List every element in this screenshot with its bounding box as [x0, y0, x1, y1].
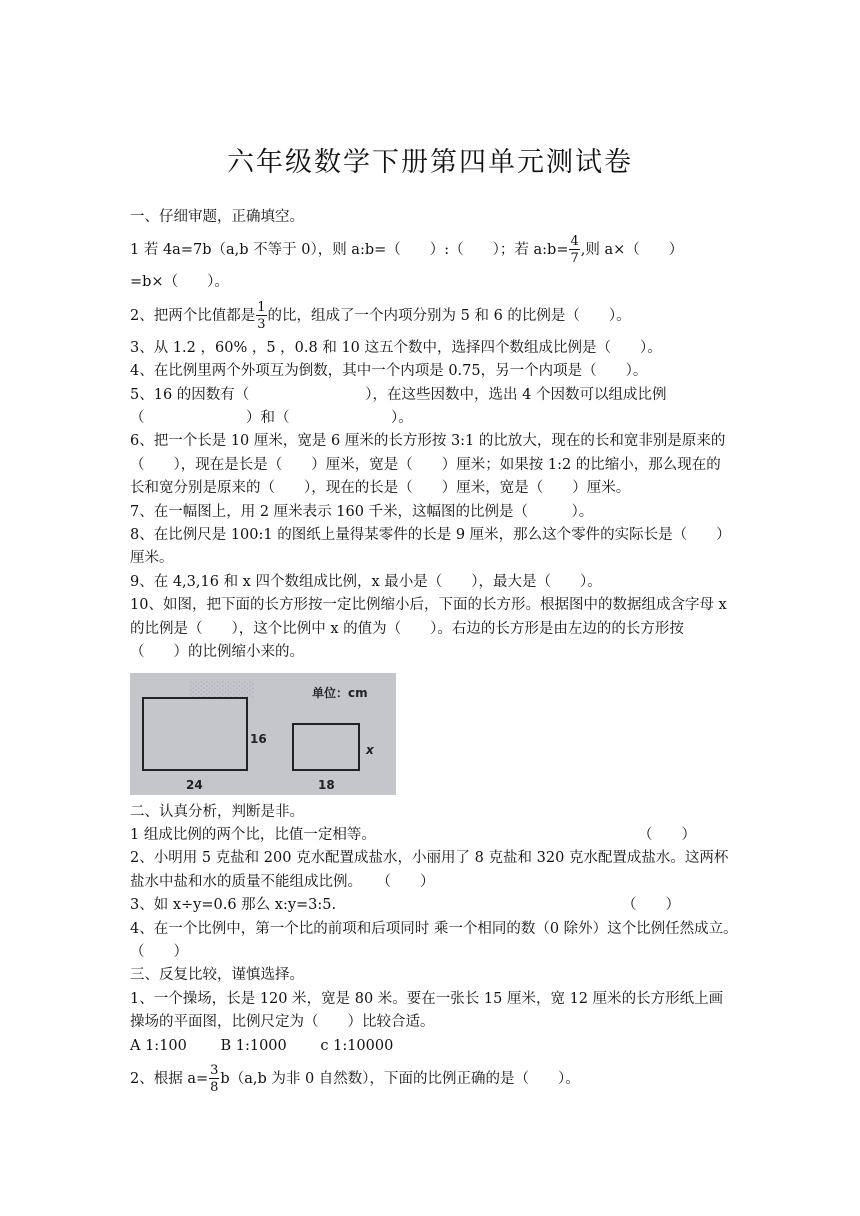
unit-label: 单位：cm [312, 685, 368, 700]
large-rectangle [142, 697, 248, 771]
small-rectangle [292, 723, 360, 771]
question-6: 6、把一个长是 10 厘米，宽是 6 厘米的长方形按 3:1 的比放大，现在的长和宽非别是原来的（ ），现在是长是（ ）厘米，宽是（ ）厘米；如果按 1:2 的比缩小，那么现在的长和宽分别是原来的（ ），现在的长是（ ）厘米，宽是（ ）厘米。 [130, 433, 726, 497]
answer-paren[interactable]: （ ） [622, 897, 680, 914]
question-1: 1 若 4a=7b（a,b 不等于 0），则 a:b=（ ）:（ ）；若 a:b= $\frac{4}{7}$ ,则 a×（ ） [130, 234, 684, 267]
question-4: 4、在比例里两个外项互为倒数，其中一个内项是 0.75，另一个内项是（ ）。 [130, 363, 648, 380]
rectangle-figure: ░░░░░░ 单位：cm 16 24 x 18 [130, 673, 396, 795]
judge-item: 1 组成比例的两个比，比值一定相等。 （ ） [130, 824, 732, 847]
fraction-3-8: $\frac{3}{8}$ [210, 1062, 219, 1095]
small-width-label: 18 [318, 777, 335, 792]
question-1-line-2: =b×（ ）。 [130, 274, 229, 291]
small-height-label: x [366, 742, 374, 757]
question-7: 7、在一幅图上，用 2 厘米表示 160 千米，这幅图的比例是（ ）。 [130, 503, 594, 520]
choice-question-1: 1、一个操场，长是 120 米，宽是 80 米。要在一张长 15 厘米，宽 12 厘米的长方形纸上画操场的平面图，比例尺定为（ ）比较合适。 [130, 990, 724, 1031]
judge-item: 2、小明用 5 克盐和 200 克水配置成盐水，小丽用了 8 克盐和 320 克水配置成盐水。这两杯盐水中盐和水的质量不能组成比例。 （ ） [130, 850, 729, 890]
question-3: 3、从 1.2 ，60% ，5 ，0.8 和 10 这五个数中，选择四个数组成比例是（ ）。 [130, 339, 662, 356]
answer-paren[interactable]: （ ） [638, 826, 696, 843]
question-2: 2、把两个比值都是 $\frac{1}{3}$ 的比，组成了一个内项分别为 5 和 6 的比例是（ ）。 [130, 299, 631, 332]
fraction-4-7: $\frac{4}{7}$ [570, 234, 579, 267]
large-height-label: 16 [250, 731, 267, 746]
page-title: 六年级数学下册第四单元测试卷 [227, 147, 633, 178]
section-heading-choice: 三、反复比较，谨慎选择。 [130, 967, 304, 984]
judge-item: 3、如 x÷y=0.6 那么 x:y=3:5. （ ） [130, 894, 732, 917]
fraction-1-3: $\frac{1}{3}$ [257, 299, 266, 332]
answer-paren[interactable]: （ ） [383, 873, 435, 890]
worksheet-content [130, 206, 732, 1094]
question-5: 5、16 的因数有（ ），在这些因数中，选出 4 个因数可以组成比例（ ）和（ ）。 [130, 386, 667, 427]
section-heading-fill-blank: 一、仔细审题，正确填空。 [130, 209, 304, 225]
answer-paren[interactable]: （ ） [130, 943, 188, 960]
question-8: 8、在比例尺是 100:1 的图纸上量得某零件的长是 9 厘米，那么这个零件的实际长是（ ）厘米。 [130, 527, 731, 567]
section-heading-judge: 二、认真分析，判断是非。 [130, 803, 304, 820]
choice-question-2: 2、根据 a= $\frac{3}{8}$ b（a,b 为非 0 自然数），下面的比例正确的是（ ）。 [130, 1062, 580, 1095]
judge-item: 4、在一个比例中，第一个比的前项和后项同时 乘一个相同的数（0 除外）这个比例任然成立。 （ ） [130, 920, 731, 960]
large-width-label: 24 [186, 777, 203, 792]
choice-options-1: A 1:100 B 1:1000 c 1:10000 [130, 1037, 394, 1054]
question-9: 9、在 4,3,16 和 x 四个数组成比例，x 最小是（ ），最大是（ ）。 [130, 573, 602, 590]
question-10: 10、如图，把下面的长方形按一定比例缩小后，下面的长方形。根据图中的数据组成含字母 x 的比例是（ ），这个比例中 x 的值为（ ）。右边的长方形是由左边的的长方形按（ ）的比例缩小来的。 [130, 597, 727, 661]
